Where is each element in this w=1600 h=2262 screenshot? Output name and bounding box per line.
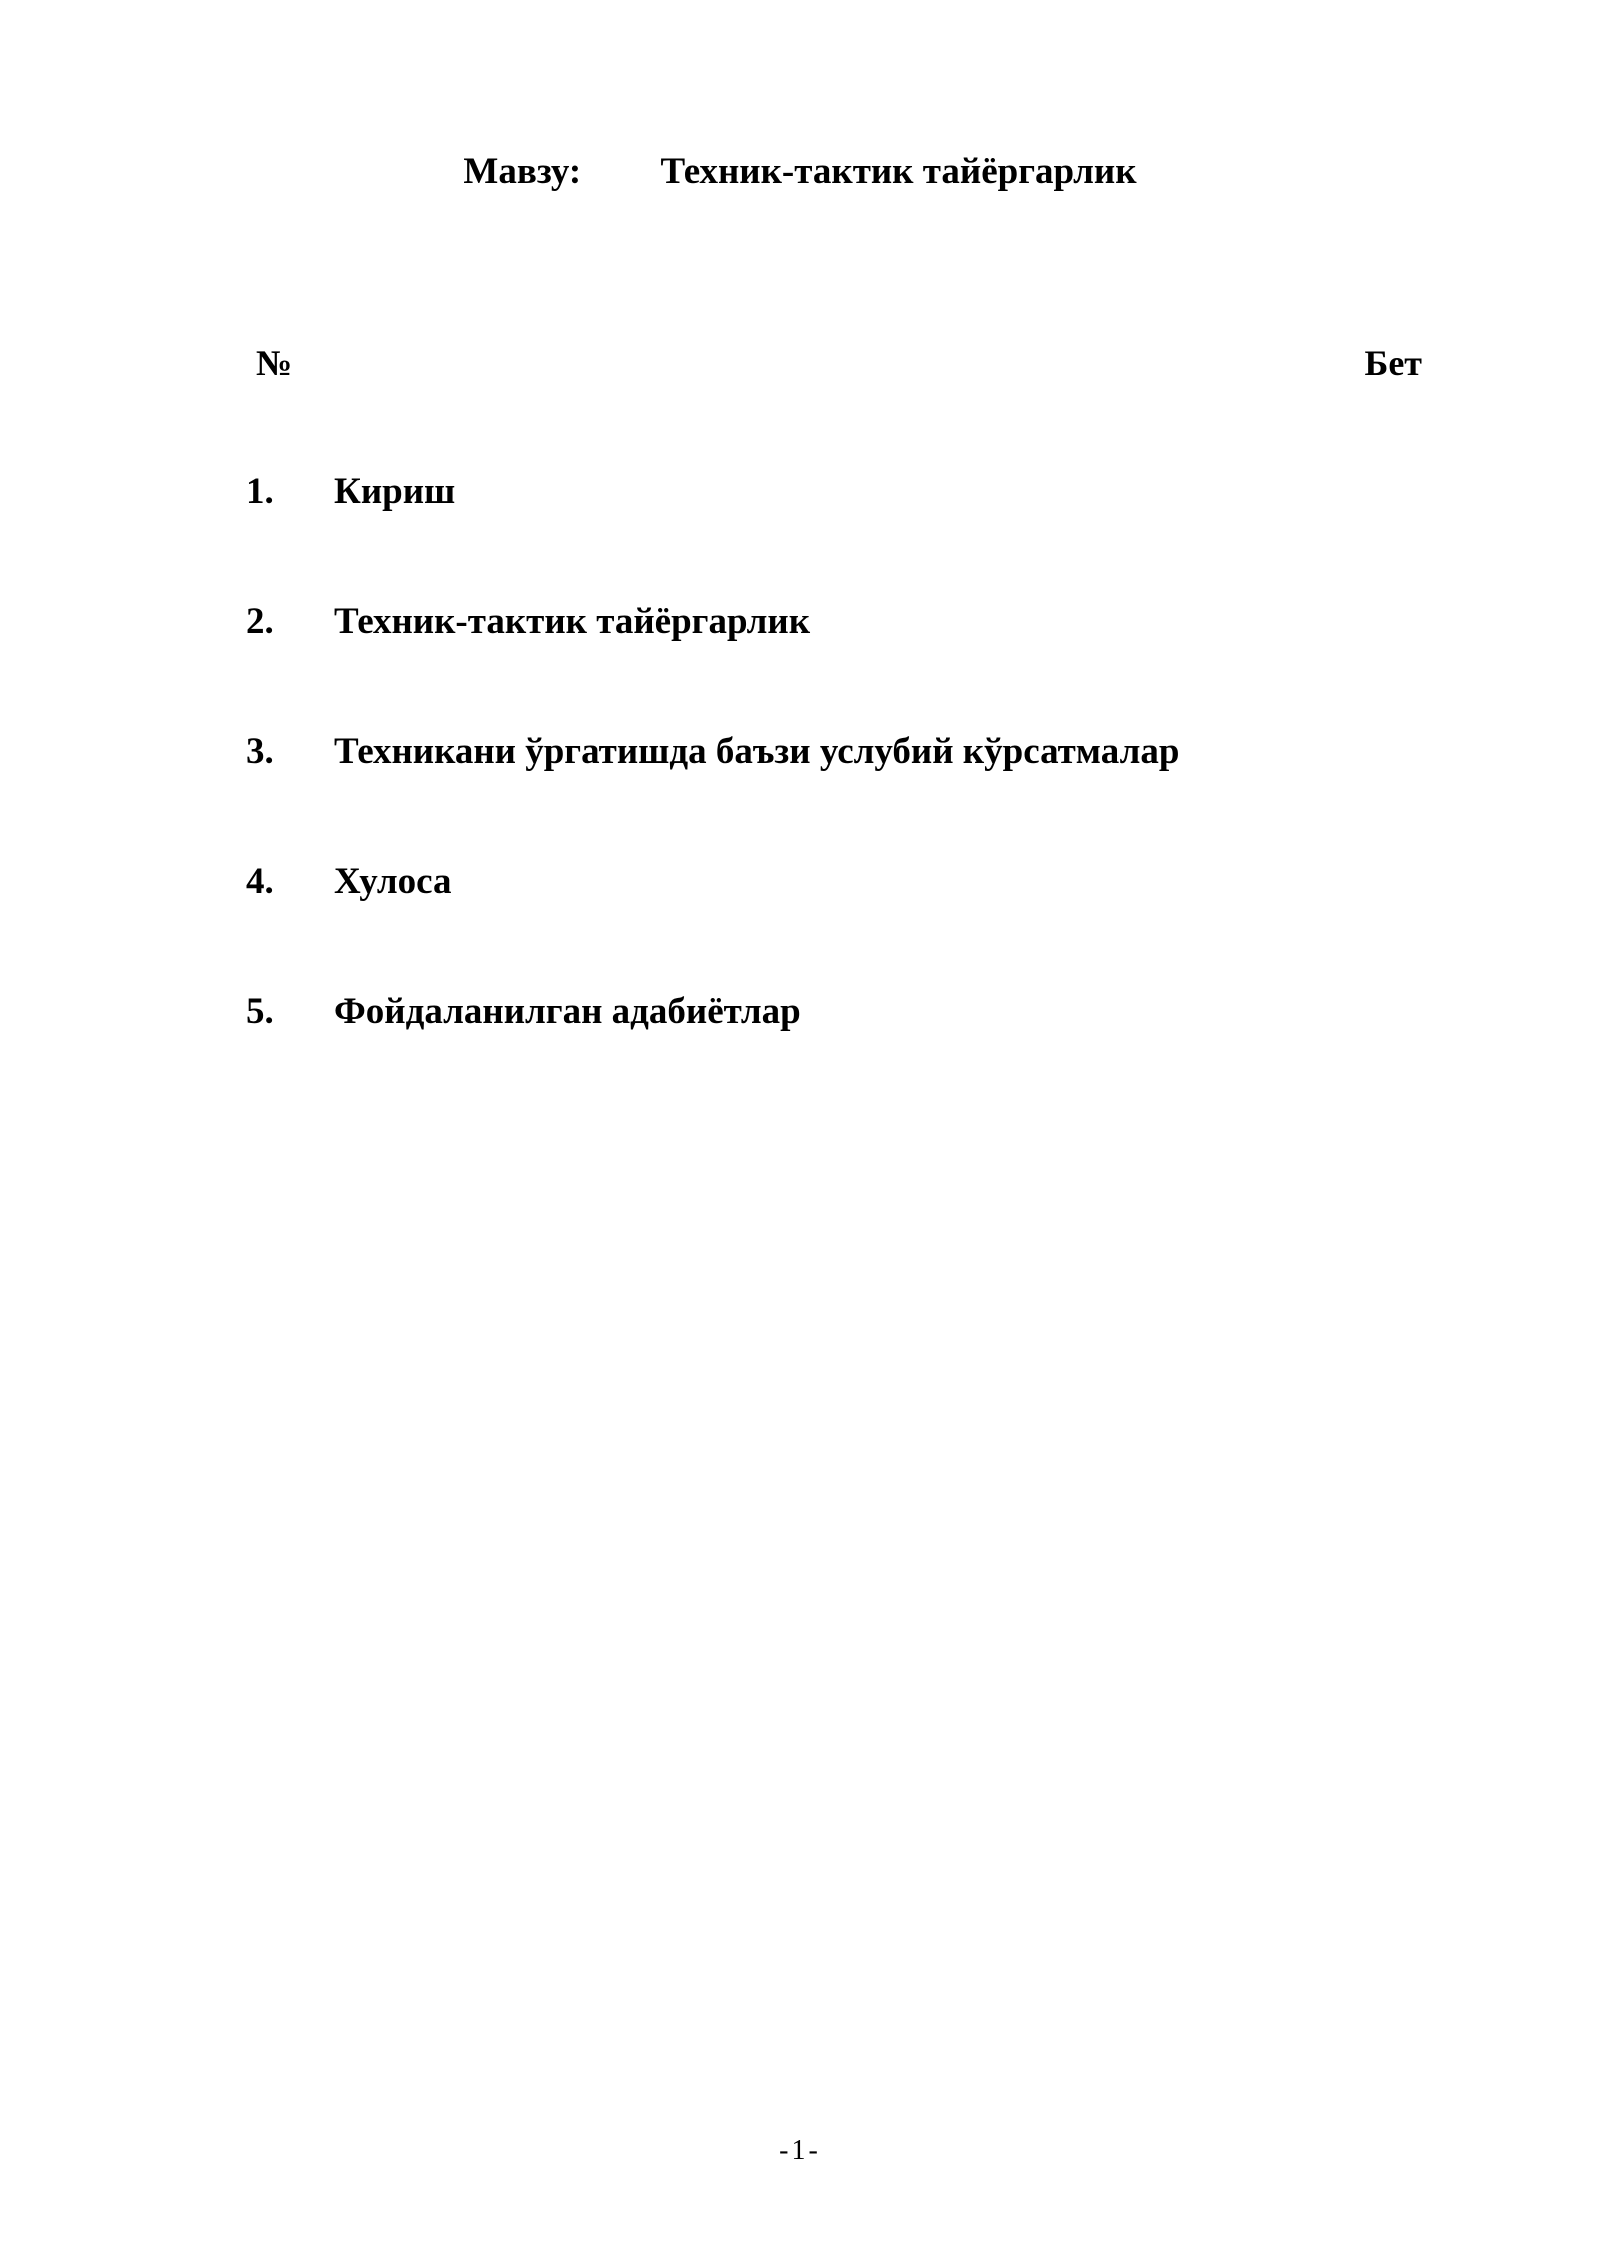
toc-item-number: 5. (246, 991, 274, 1032)
toc-item (246, 990, 1426, 1120)
page-column-header: Бет (1364, 343, 1422, 383)
toc-item-number: 4. (246, 861, 274, 902)
toc-item-text: Техникани ўргатишда баъзи услубий кўрсатмалар (334, 731, 1180, 772)
toc-item-text: Кириш (334, 471, 456, 512)
page-number: -1- (779, 2135, 821, 2166)
toc-item (246, 600, 1426, 730)
toc-item (246, 860, 1426, 990)
toc-item-text: Фойдаланилган адабиётлар (334, 991, 801, 1032)
title-text: Техник-тактик тайёргарлик (660, 151, 1137, 192)
table-of-contents (246, 470, 1426, 1120)
toc-item (246, 470, 1426, 600)
toc-item-number: 1. (246, 471, 274, 512)
toc-item (246, 730, 1426, 860)
number-column-header: № (256, 343, 293, 383)
document-title (0, 150, 1600, 193)
toc-item-number: 2. (246, 601, 274, 642)
toc-item-text: Техник-тактик тайёргарлик (334, 601, 811, 642)
title-label: Мавзу: (463, 151, 582, 192)
toc-item-number: 3. (246, 731, 274, 772)
toc-item-text: Хулоса (334, 861, 452, 902)
